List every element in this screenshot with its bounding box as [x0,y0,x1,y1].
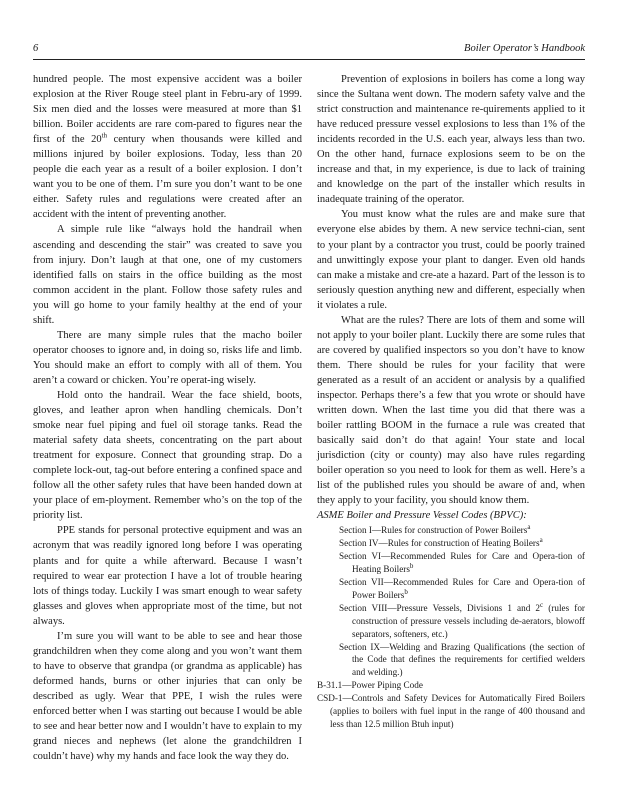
codes-list [317,524,585,731]
code-text: (rules for construction of pressure vessels including de-aerators, blowoff separators, softeners, etc.) [352,602,585,639]
footnote-mark: b [409,562,414,571]
list-item [330,550,585,576]
list-item [330,537,585,550]
code-text: Section VI—Recommended Rules for Care and Opera-tion of Heating Boilers [339,551,585,575]
footnote-mark: a [539,536,543,545]
page-header [33,43,585,59]
right-column [317,72,585,731]
paragraph: A simple rule like “always hold the handrail when ascending and descending the stair” was created to save you from injury. Don’t laugh at that one, one of my customers identified falls on stairs in the office building as the most common accident in the plant. Follow those safety rules and you will go home to your family healthy at the end of your shift. [33,224,302,326]
paragraph: Hold onto the handrail. Wear the face shield, boots, gloves, and leather apron when handling chemicals. Don’t smoke near fuel piping and fuel oil storage tanks. Read the material safety data sheets, concentrating on the part about treatment for exposure. Connect that grounding strap. Do a complete lock-out, tag-out before entering a confined space and follow all the other safety rules that have been handed down at your place of em-ployment. Remember who’s on the top of the priority list. [33,389,302,522]
code-text: Section IV—Rules for construction of Heating Boilers [339,538,540,549]
list-item [308,679,585,692]
code-text: Section IX—Welding and Brazing Qualifications (the section of the Code that defines the requirements for certified welders and welding.) [339,641,585,678]
paragraph: You must know what the rules are and make sure that everyone else abides by them. A new service techni-cian, sent to your plant by a contractor you trust, could be poorly trained and unwittingly expose your plant to danger. Even old hands can make a mistake and cre-ate a hazard. Part of the lesson is to seriously question anything new and different, especially when it violates a rule. [317,209,585,311]
century-number: 20 [91,134,102,146]
footnote-mark: b [404,587,408,596]
paragraph [33,72,302,222]
paragraph: What are the rules? There are lots of them and some will not apply to your boiler plant. Luckily there are some rules that are covered by qualified inspectors so you don’t have to know them. There should be rules for your facility that were generated as a result of an accident or analysis by a qualified inspector. Perhaps there’s a few that you wrote or should have written down. When the last time you did that there was a boiler rattling BOOM in the furnace a rule was created that basically said don’t do that again! Your state and local jurisdiction (city or county) may also have rules regarding boiler operation so you need to look for them as well. Here’s a list of the published rules you should be aware of and, when they apply to your facility, you should know them. [317,314,585,507]
paragraph: Prevention of explosions in boilers has come a long way since the Sultana went down. The modern safety valve and the strict construction and maintenance re-quirements applied to it have reduced pressure vessel explosions to less than 1% of the incidents recorded in the U.S. each year, always less than two. On the other hand, furnace explosions seem to be on the increase and that, in my experience, is due to lack of training and knowledge on the part of the installer which results in inadequate training of the operator. [317,74,585,206]
ordinal-superscript: th [101,131,108,140]
code-text: CSD-1—Controls and Safety Devices for Automatically Fired Boilers (applies to boilers with fuel input in the range of 400 thousand and less than 12.5 million Btuh input) [317,693,585,729]
paragraph: I’m sure you will want to be able to see and hear those grandchildren when they come along and you won’t want them to have to observe that grandpa (or grandma as applicable) has deformed hands, burns or other injuries that can only be described as ugly. Wear that PPE, I wish the rules were enforced better when I was starting out because I would be able to see and hear better now and I wouldn’t have to explain to my grand nieces and nephews (let alone the grandchildren I couldn’t have) why my hands and face look the way they do. [33,630,302,763]
codes-list-title: ASME Boiler and Pressure Vessel Codes (BPVC): [317,510,527,522]
footnote-mark: a [527,523,531,532]
paragraph-text: hundred people. The most expensive accident was a boiler explosion at the River Rouge steel plant in Febru-ary of 1999. Six men died and the losses were measured at more than $1 billion. Boiler accidents are rare com-pared to figures near the first of the [33,74,302,146]
paragraph: PPE stands for personal protective equipment and was an acronym that was readily ignored long before I was operating plants and for quite a while afterward. Because I wasn’t required to wear ear protection I have a lot of trouble hearing lots of things today. Luckily I was smart enough to wear safety glasses and gloves when appropriate most of the time, but not always. [33,525,302,627]
list-item [308,692,585,731]
code-text: Section I—Rules for construction of Power Boilers [339,525,528,536]
code-text: Section VII—Recommended Rules for Care and Opera-tion of Power Boilers [339,577,585,600]
footnote-mark: c [540,600,544,609]
page-number: 6 [33,43,39,54]
paragraph: There are many simple rules that the macho boiler operator chooses to ignore and, in doing so, risks life and limb. You should make an effort to comply with all of them. You aren’t a coward or chicken. You’re operat-ing wisely. [33,329,302,386]
list-item [330,602,585,641]
code-text: B-31.1—Power Piping Code [317,680,423,691]
code-text: Section VIII—Pressure Vessels, Divisions 1 and 2 [339,602,541,613]
paragraph-text: century when thousands were killed and millions injured by boiler explosions. Today, less than 20 people die each year as a result of a boiler explosion. I don’t want you to be one of them. I’m sure you don’t want to be one either. Safety rules and regulations were created after an accident with the intent of preventing another. [33,134,302,221]
running-title: Boiler Operator’s Handbook [464,43,585,54]
list-item [330,641,585,680]
list-item [330,576,585,602]
header-rule [33,59,585,60]
left-column [33,72,302,764]
list-item [330,524,585,537]
